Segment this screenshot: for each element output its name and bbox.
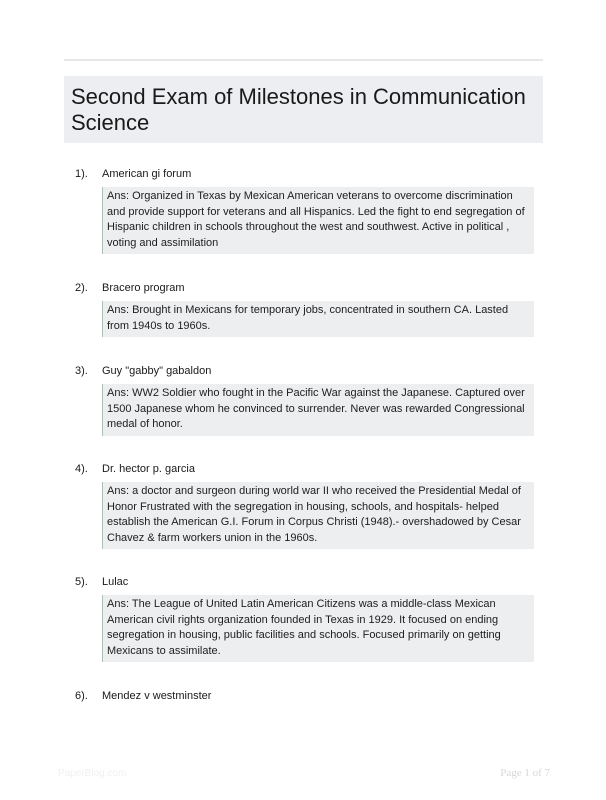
title-banner	[64, 76, 543, 143]
page-indicator: Page 1 of 7	[500, 767, 550, 779]
answer-box: Ans: a doctor and surgeon during world war II who received the Presidential Medal of Honor Frustrated with the segregation in housing, schools, and hospitals- helped establish the American G.I. Forum in Corpus Christi (1948).- overshadowed by Cesar Chavez & farm workers union in the 1960s.	[102, 482, 534, 549]
question-term: Mendez v westminster	[102, 690, 212, 702]
question-number: 1).	[75, 168, 88, 180]
question-number: 6).	[75, 690, 88, 702]
question-number: 4).	[75, 463, 88, 475]
answer-box: Ans: WW2 Soldier who fought in the Pacific War against the Japanese. Captured over 1500 Japanese whom he convinced to surrender. Never was rewarded Congressional medal of honor.	[102, 384, 534, 436]
question-term: Dr. hector p. garcia	[102, 463, 195, 475]
question-term: Guy "gabby" gabaldon	[102, 365, 212, 377]
document-title: Second Exam of Milestones in Communication Science	[71, 84, 526, 135]
answer-box: Ans: Brought in Mexicans for temporary jobs, concentrated in southern CA. Lasted from 1940s to 1960s.	[102, 301, 534, 337]
question-term: Lulac	[102, 576, 129, 588]
question-number: 2).	[75, 282, 88, 294]
question-number: 5).	[75, 576, 88, 588]
answer-box: Ans: Organized in Texas by Mexican American veterans to overcome discrimination and provide support for veterans and all Hispanics. Led the fight to end segregation of Hispanic children in schools throughout the west and southwest. Active in political , voting and assimilation	[102, 187, 534, 254]
footer-watermark: PaperBlog.com	[58, 768, 127, 779]
question-term: American gi forum	[102, 168, 192, 180]
question-number: 3).	[75, 365, 88, 377]
top-divider	[64, 59, 543, 61]
question-term: Bracero program	[102, 282, 185, 294]
answer-box: Ans: The League of United Latin American Citizens was a middle-class Mexican American civil rights organization founded in Texas in 1929. It focused on ending segregation in housing, public facilities and schools. Focused primarily on getting Mexicans to assimilate.	[102, 595, 534, 662]
